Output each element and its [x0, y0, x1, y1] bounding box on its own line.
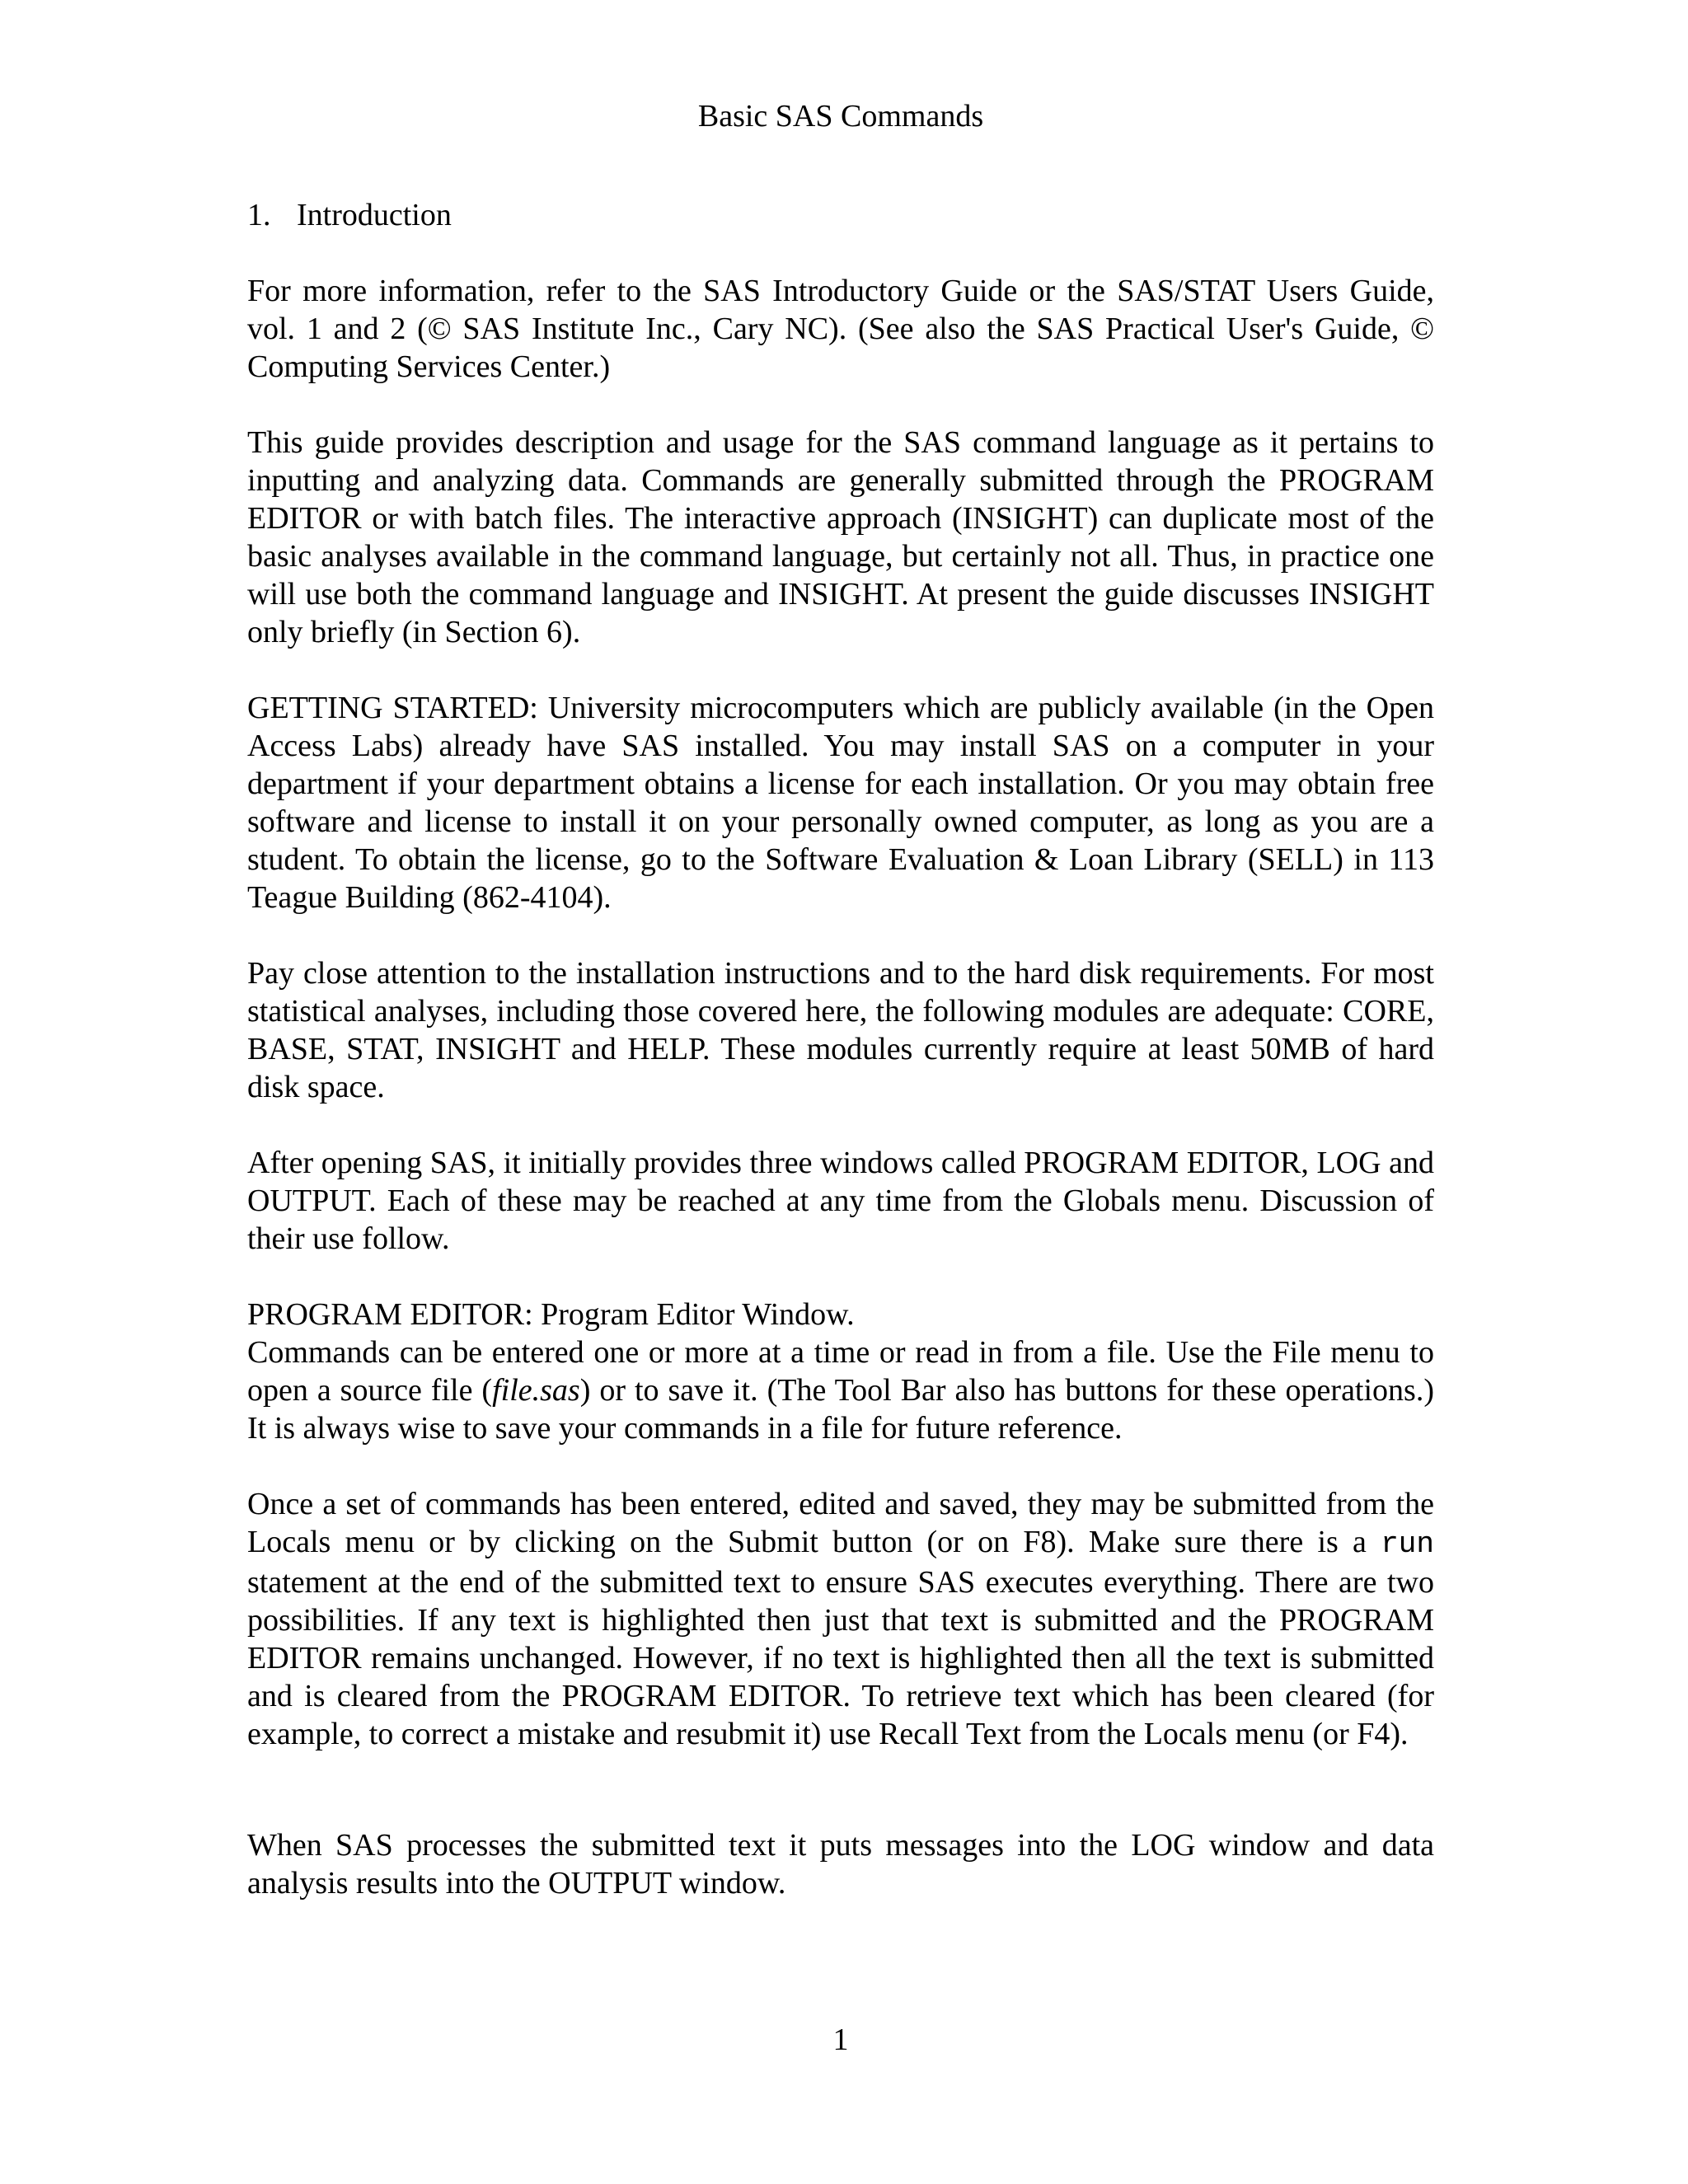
section-heading	[247, 196, 452, 234]
paragraph-log-output: When SAS processes the submitted text it puts messages into the LOG window and data analysis results into the OUTPUT window.	[247, 1828, 1434, 1900]
page-number: 1	[832, 2022, 849, 2057]
document-title: Basic SAS Commands	[697, 99, 984, 134]
section-title: Introduction	[297, 198, 452, 232]
section-number: 1.	[247, 198, 271, 232]
program-editor-text-1: Commands can be entered one or more at a time or read in from a file. Use the File menu to open a source file (	[247, 1335, 1434, 1408]
submitting-text-1: Once a set of commands has been entered, edited and saved, they may be submitted from the Locals menu or by clicking on the Submit button (or on F8). Make sure there is a	[247, 1487, 1434, 1559]
paragraph-submitting	[247, 1485, 1434, 1753]
paragraph-program-editor	[247, 1333, 1434, 1447]
program-editor-heading: PROGRAM EDITOR: Program Editor Window.	[247, 1297, 855, 1332]
paragraph-references: For more information, refer to the SAS Introductory Guide or the SAS/STAT Users Guide, vol. 1 and 2 (© SAS Institute Inc., Cary NC). (See also the SAS Practical User's Guide, © Computing Services Center.)	[247, 274, 1434, 384]
paragraph-windows: After opening SAS, it initially provides three windows called PROGRAM EDITOR, LOG and OUTPUT. Each of these may be reached at any time from the Globals menu. Discussion of their use follow.	[247, 1146, 1434, 1256]
program-editor-text-2: ) or to save it. (The Tool Bar also has buttons for these operations.) It is always wise to save your commands in a file for future reference.	[247, 1373, 1434, 1446]
paragraph-getting-started: GETTING STARTED: University microcomputers which are publicly available (in the Open Access Labs) already have SAS installed. You may install SAS on a computer in your department if your department obtains a license for each installation. Or you may obtain free software and license to install it on your personally owned computer, as long as you are a student. To obtain the license, go to the Software Evaluation & Loan Library (SELL) in 113 Teague Building (862-4104).	[247, 691, 1434, 915]
paragraph-installation: Pay close attention to the installation instructions and to the hard disk requirements. For most statistical analyses, including those covered here, the following modules are adequate: CORE, BASE, STAT, INSIGHT and HELP. These modules currently require at least 50MB of hard disk space.	[247, 956, 1434, 1104]
source-file-name: file.sas	[492, 1373, 580, 1408]
paragraph-guide-overview: This guide provides description and usage for the SAS command language as it pertains to inputting and analyzing data. Commands are generally submitted through the PROGRAM EDITOR or with batch files. The interactive approach (INSIGHT) can duplicate most of the basic analyses available in the command language, but certainly not all. Thus, in practice one will use both the command language and INSIGHT. At present the guide discusses INSIGHT only briefly (in Section 6).	[247, 425, 1434, 649]
submitting-text-2: statement at the end of the submitted text to ensure SAS executes everything. There are two possibilities. If any text is highlighted then just that text is submitted and the PROGRAM EDITOR remains unchanged. However, if no text is highlighted then all the text is submitted and is cleared from the PROGRAM EDITOR. To retrieve text which has been cleared (for example, to correct a mistake and resubmit it) use Recall Text from the Locals menu (or F4).	[247, 1565, 1434, 1751]
document-page	[247, 0, 1434, 2184]
run-statement-code: run	[1381, 1527, 1434, 1561]
